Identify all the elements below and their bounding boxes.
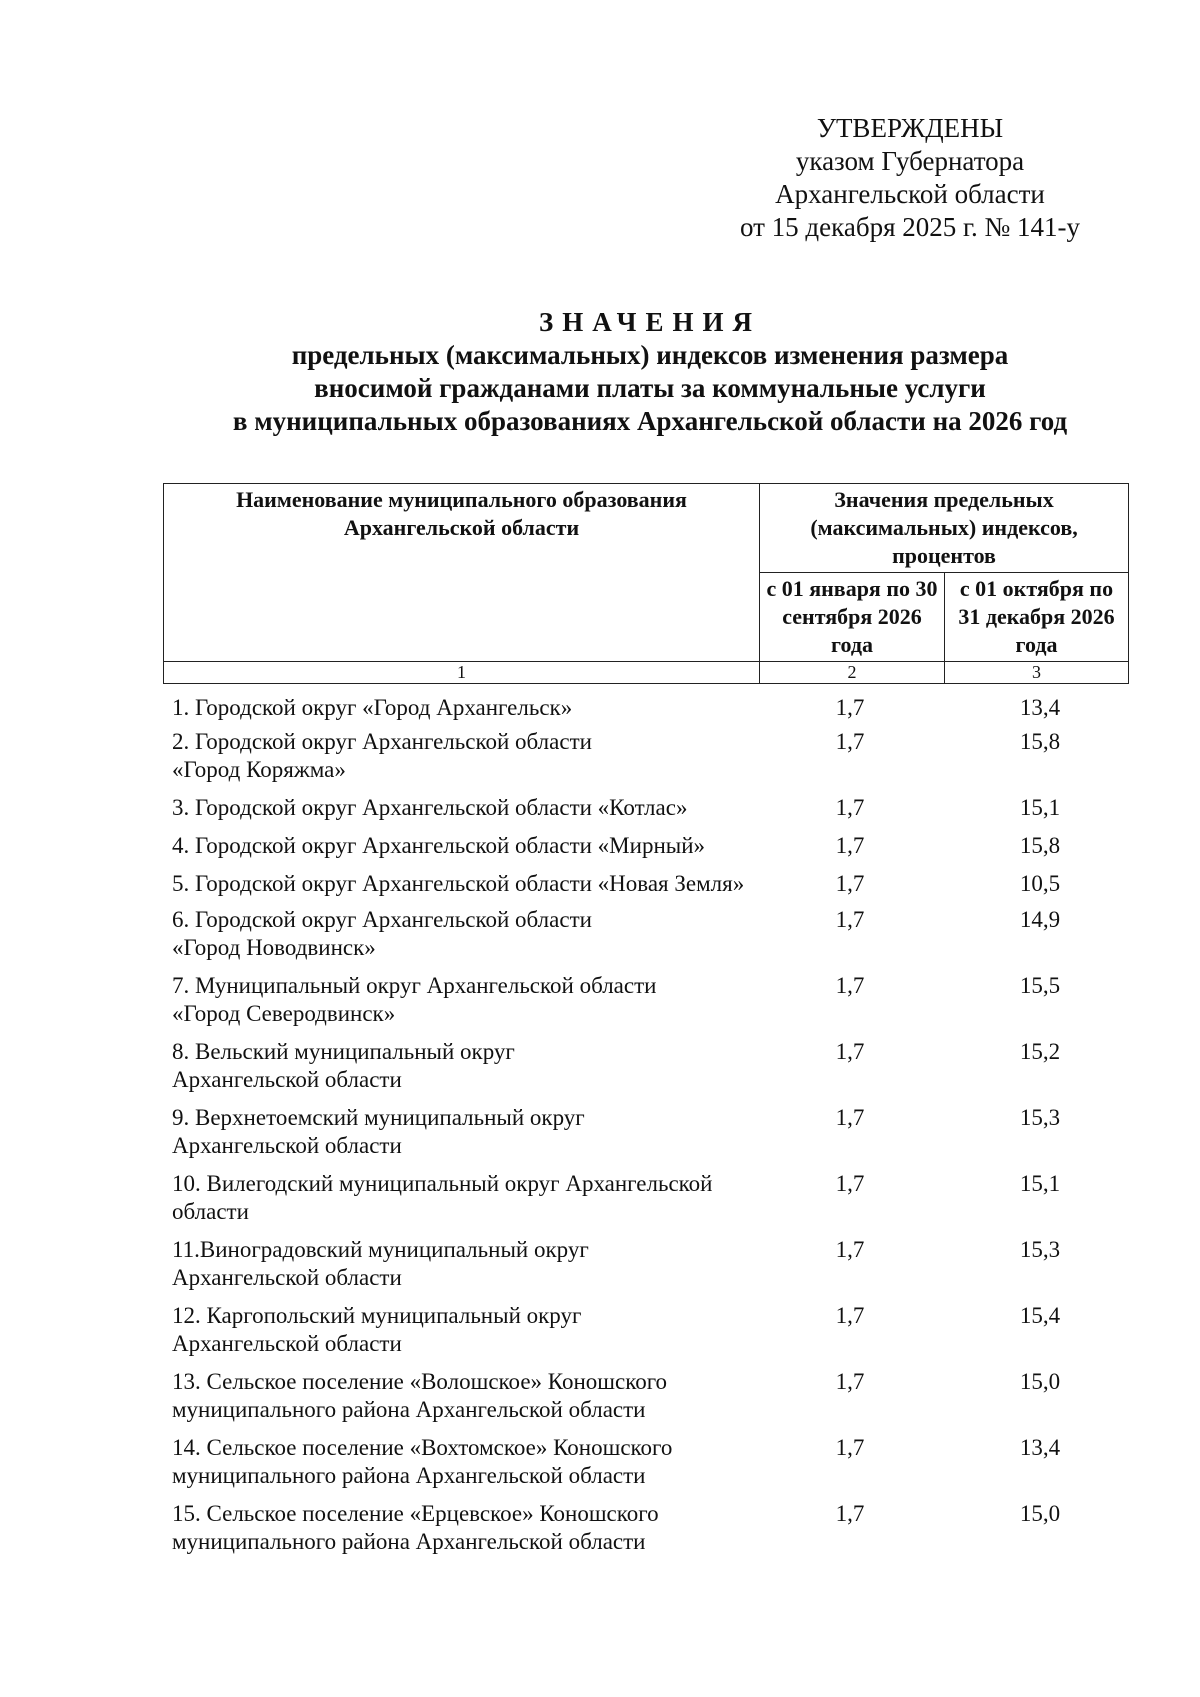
column-number-3: 3 <box>945 662 1129 684</box>
index-jan-sep: 1,7 <box>835 1303 865 1328</box>
municipality-name: 14. Сельское поселение «Вохтомское» Коношского муниципального района Архангельской области <box>172 1435 673 1488</box>
index-jan-sep: 1,7 <box>835 1369 865 1394</box>
index-oct-dec: 14,9 <box>1019 907 1061 932</box>
index-jan-sep: 1,7 <box>835 795 865 820</box>
index-oct-dec: 15,0 <box>1019 1369 1061 1394</box>
municipality-name: 4. Городской округ Архангельской области «Мирный» <box>172 833 706 858</box>
index-oct-dec: 15,3 <box>1019 1105 1061 1130</box>
header-municipality: Наименование муниципального образования Архангельской области <box>164 484 760 662</box>
title-heading: ЗНАЧЕНИЯ <box>539 307 761 337</box>
municipality-name: 2. Городской округ Архангельской области «Город Коряжма» <box>172 729 592 782</box>
municipality-name: 12. Каргопольский муниципальный округ Архангельской области <box>172 1303 582 1356</box>
index-jan-sep: 1,7 <box>835 1105 865 1130</box>
title-line-3: в муниципальных образованиях Архангельской области на 2026 год <box>232 406 1068 436</box>
column-number-2: 2 <box>760 662 945 684</box>
approval-line-2: указом Губернатора <box>795 146 1025 176</box>
index-jan-sep: 1,7 <box>835 695 865 720</box>
municipality-name: 13. Сельское поселение «Волошское» Коношского муниципального района Архангельской области <box>172 1369 668 1422</box>
municipality-name: 5. Городской округ Архангельской области «Новая Земля» <box>172 871 745 896</box>
index-oct-dec: 15,8 <box>1019 729 1061 754</box>
index-oct-dec: 15,1 <box>1019 1171 1061 1196</box>
index-jan-sep: 1,7 <box>835 1171 865 1196</box>
approval-line-3: Архангельской области <box>775 179 1045 209</box>
header-index-values: Значения предельных (максимальных) индексов, процентов <box>760 484 1129 573</box>
index-oct-dec: 15,4 <box>1019 1303 1061 1328</box>
index-jan-sep: 1,7 <box>835 1501 865 1526</box>
column-number-1: 1 <box>164 662 760 684</box>
municipality-name: 11.Виноградовский муниципальный округ Архангельской области <box>172 1237 589 1290</box>
index-oct-dec: 15,3 <box>1019 1237 1061 1262</box>
index-jan-sep: 1,7 <box>835 729 865 754</box>
index-jan-sep: 1,7 <box>835 1435 865 1460</box>
index-oct-dec: 15,5 <box>1019 973 1061 998</box>
index-oct-dec: 15,1 <box>1019 795 1061 820</box>
approval-line-4: от 15 декабря 2025 г. № 141-у <box>739 212 1081 242</box>
index-oct-dec: 15,0 <box>1019 1501 1061 1526</box>
municipality-name: 15. Сельское поселение «Ерцевское» Коношского муниципального района Архангельской области <box>172 1501 659 1554</box>
municipality-name: 6. Городской округ Архангельской области «Город Новодвинск» <box>172 907 592 960</box>
title-line-2: вносимой гражданами платы за коммунальные услуги <box>314 373 986 403</box>
title-line-1: предельных (максимальных) индексов изменения размера <box>291 340 1009 370</box>
index-oct-dec: 10,5 <box>1019 871 1061 896</box>
index-jan-sep: 1,7 <box>835 1039 865 1064</box>
municipality-name: 10. Вилегодский муниципальный округ Архангельской области <box>172 1171 713 1224</box>
municipality-name: 7. Муниципальный округ Архангельской области «Город Северодвинск» <box>172 973 657 1026</box>
index-oct-dec: 13,4 <box>1019 695 1061 720</box>
index-oct-dec: 15,8 <box>1019 833 1061 858</box>
municipality-name: 3. Городской округ Архангельской области «Котлас» <box>172 795 688 820</box>
header-oct-dec: с 01 октября по 31 декабря 2026 года <box>945 573 1129 662</box>
index-jan-sep: 1,7 <box>835 973 865 998</box>
index-oct-dec: 15,2 <box>1019 1039 1061 1064</box>
index-jan-sep: 1,7 <box>835 871 865 896</box>
approval-stamp <box>680 112 1140 244</box>
header-jan-sep: с 01 января по 30 сентября 2026 года <box>760 573 945 662</box>
index-jan-sep: 1,7 <box>835 907 865 932</box>
approval-line-1: УТВЕРЖДЕНЫ <box>816 113 1004 143</box>
municipality-name: 8. Вельский муниципальный округ Архангельской области <box>172 1039 515 1092</box>
index-jan-sep: 1,7 <box>835 1237 865 1262</box>
index-jan-sep: 1,7 <box>835 833 865 858</box>
municipality-name: 9. Верхнетоемский муниципальный округ Архангельской области <box>172 1105 585 1158</box>
index-oct-dec: 13,4 <box>1019 1435 1061 1460</box>
table-header <box>163 483 1129 684</box>
municipality-name: 1. Городской округ «Город Архангельск» <box>172 695 573 720</box>
document-title <box>150 306 1150 438</box>
